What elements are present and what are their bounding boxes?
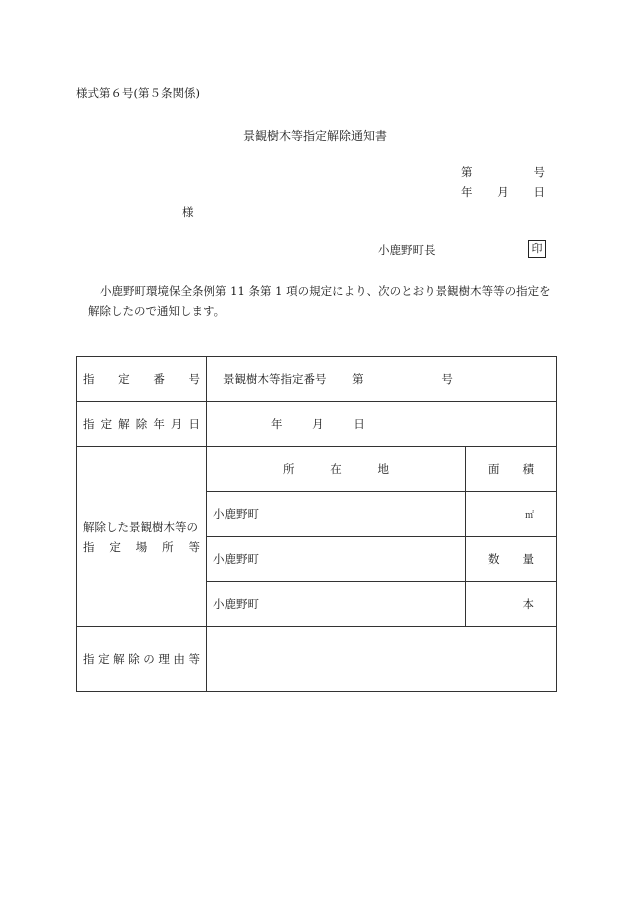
designation-number-label: 指 定 番 号: [77, 357, 207, 402]
body-text-line-1: 小鹿野町環境保全条例第 11 条第 1 項の規定により、次のとおり景観樹木等等の指定を: [100, 284, 551, 298]
designation-number-text: 景観樹木等指定番号: [223, 372, 327, 386]
date-year: 年: [461, 185, 473, 199]
location-field-2[interactable]: [207, 537, 466, 582]
addressee-suffix: 様: [182, 205, 194, 219]
designation-number-suffix: 号: [441, 372, 453, 386]
release-date-label: 指 定 解 除 年 月 日: [77, 402, 207, 447]
release-month: 月: [312, 417, 324, 431]
document-title: 景観樹木等指定解除通知書: [242, 129, 387, 143]
date-month: 月: [497, 185, 509, 199]
area-field[interactable]: [466, 492, 557, 537]
date-day: 日: [533, 185, 545, 199]
location-field-3[interactable]: [207, 582, 466, 627]
designation-number-field[interactable]: [207, 357, 557, 402]
location-header: 所 在 地: [207, 447, 466, 492]
designation-number-prefix: 第: [352, 372, 364, 386]
sender-name: 小鹿野町長: [378, 243, 436, 257]
quantity-field[interactable]: [466, 582, 557, 627]
row-location-header: [77, 447, 557, 492]
row-designation-number: [77, 357, 557, 402]
reason-label: 指 定 解 除 の 理 由 等: [77, 627, 207, 692]
form-number: 様式第６号(第５条関係): [76, 86, 200, 100]
document-number-line: [461, 164, 545, 180]
release-year: 年: [271, 417, 283, 431]
location-label: 解除した景観樹木等の 指 定 場 所 等: [77, 447, 207, 627]
release-date-field[interactable]: [207, 402, 557, 447]
quantity-header: 数 量: [466, 537, 557, 582]
body-text-line-2: 解除したので通知します。: [88, 304, 226, 318]
document-date-line: [461, 184, 545, 200]
number-suffix: 号: [533, 165, 545, 179]
location-town-3: 小鹿野町: [213, 597, 259, 611]
reason-field[interactable]: [207, 627, 557, 692]
number-prefix: 第: [461, 165, 473, 179]
location-town-2: 小鹿野町: [213, 552, 259, 566]
release-day: 日: [353, 417, 365, 431]
quantity-unit: 本: [522, 597, 534, 611]
location-field-1[interactable]: [207, 492, 466, 537]
area-header: 面 積: [466, 447, 557, 492]
location-town-1: 小鹿野町: [213, 507, 259, 521]
seal-mark: 印: [528, 240, 546, 258]
area-unit: ㎡: [524, 511, 534, 521]
row-reason: [77, 627, 557, 692]
row-release-date: [77, 402, 557, 447]
notice-table: [76, 356, 557, 692]
